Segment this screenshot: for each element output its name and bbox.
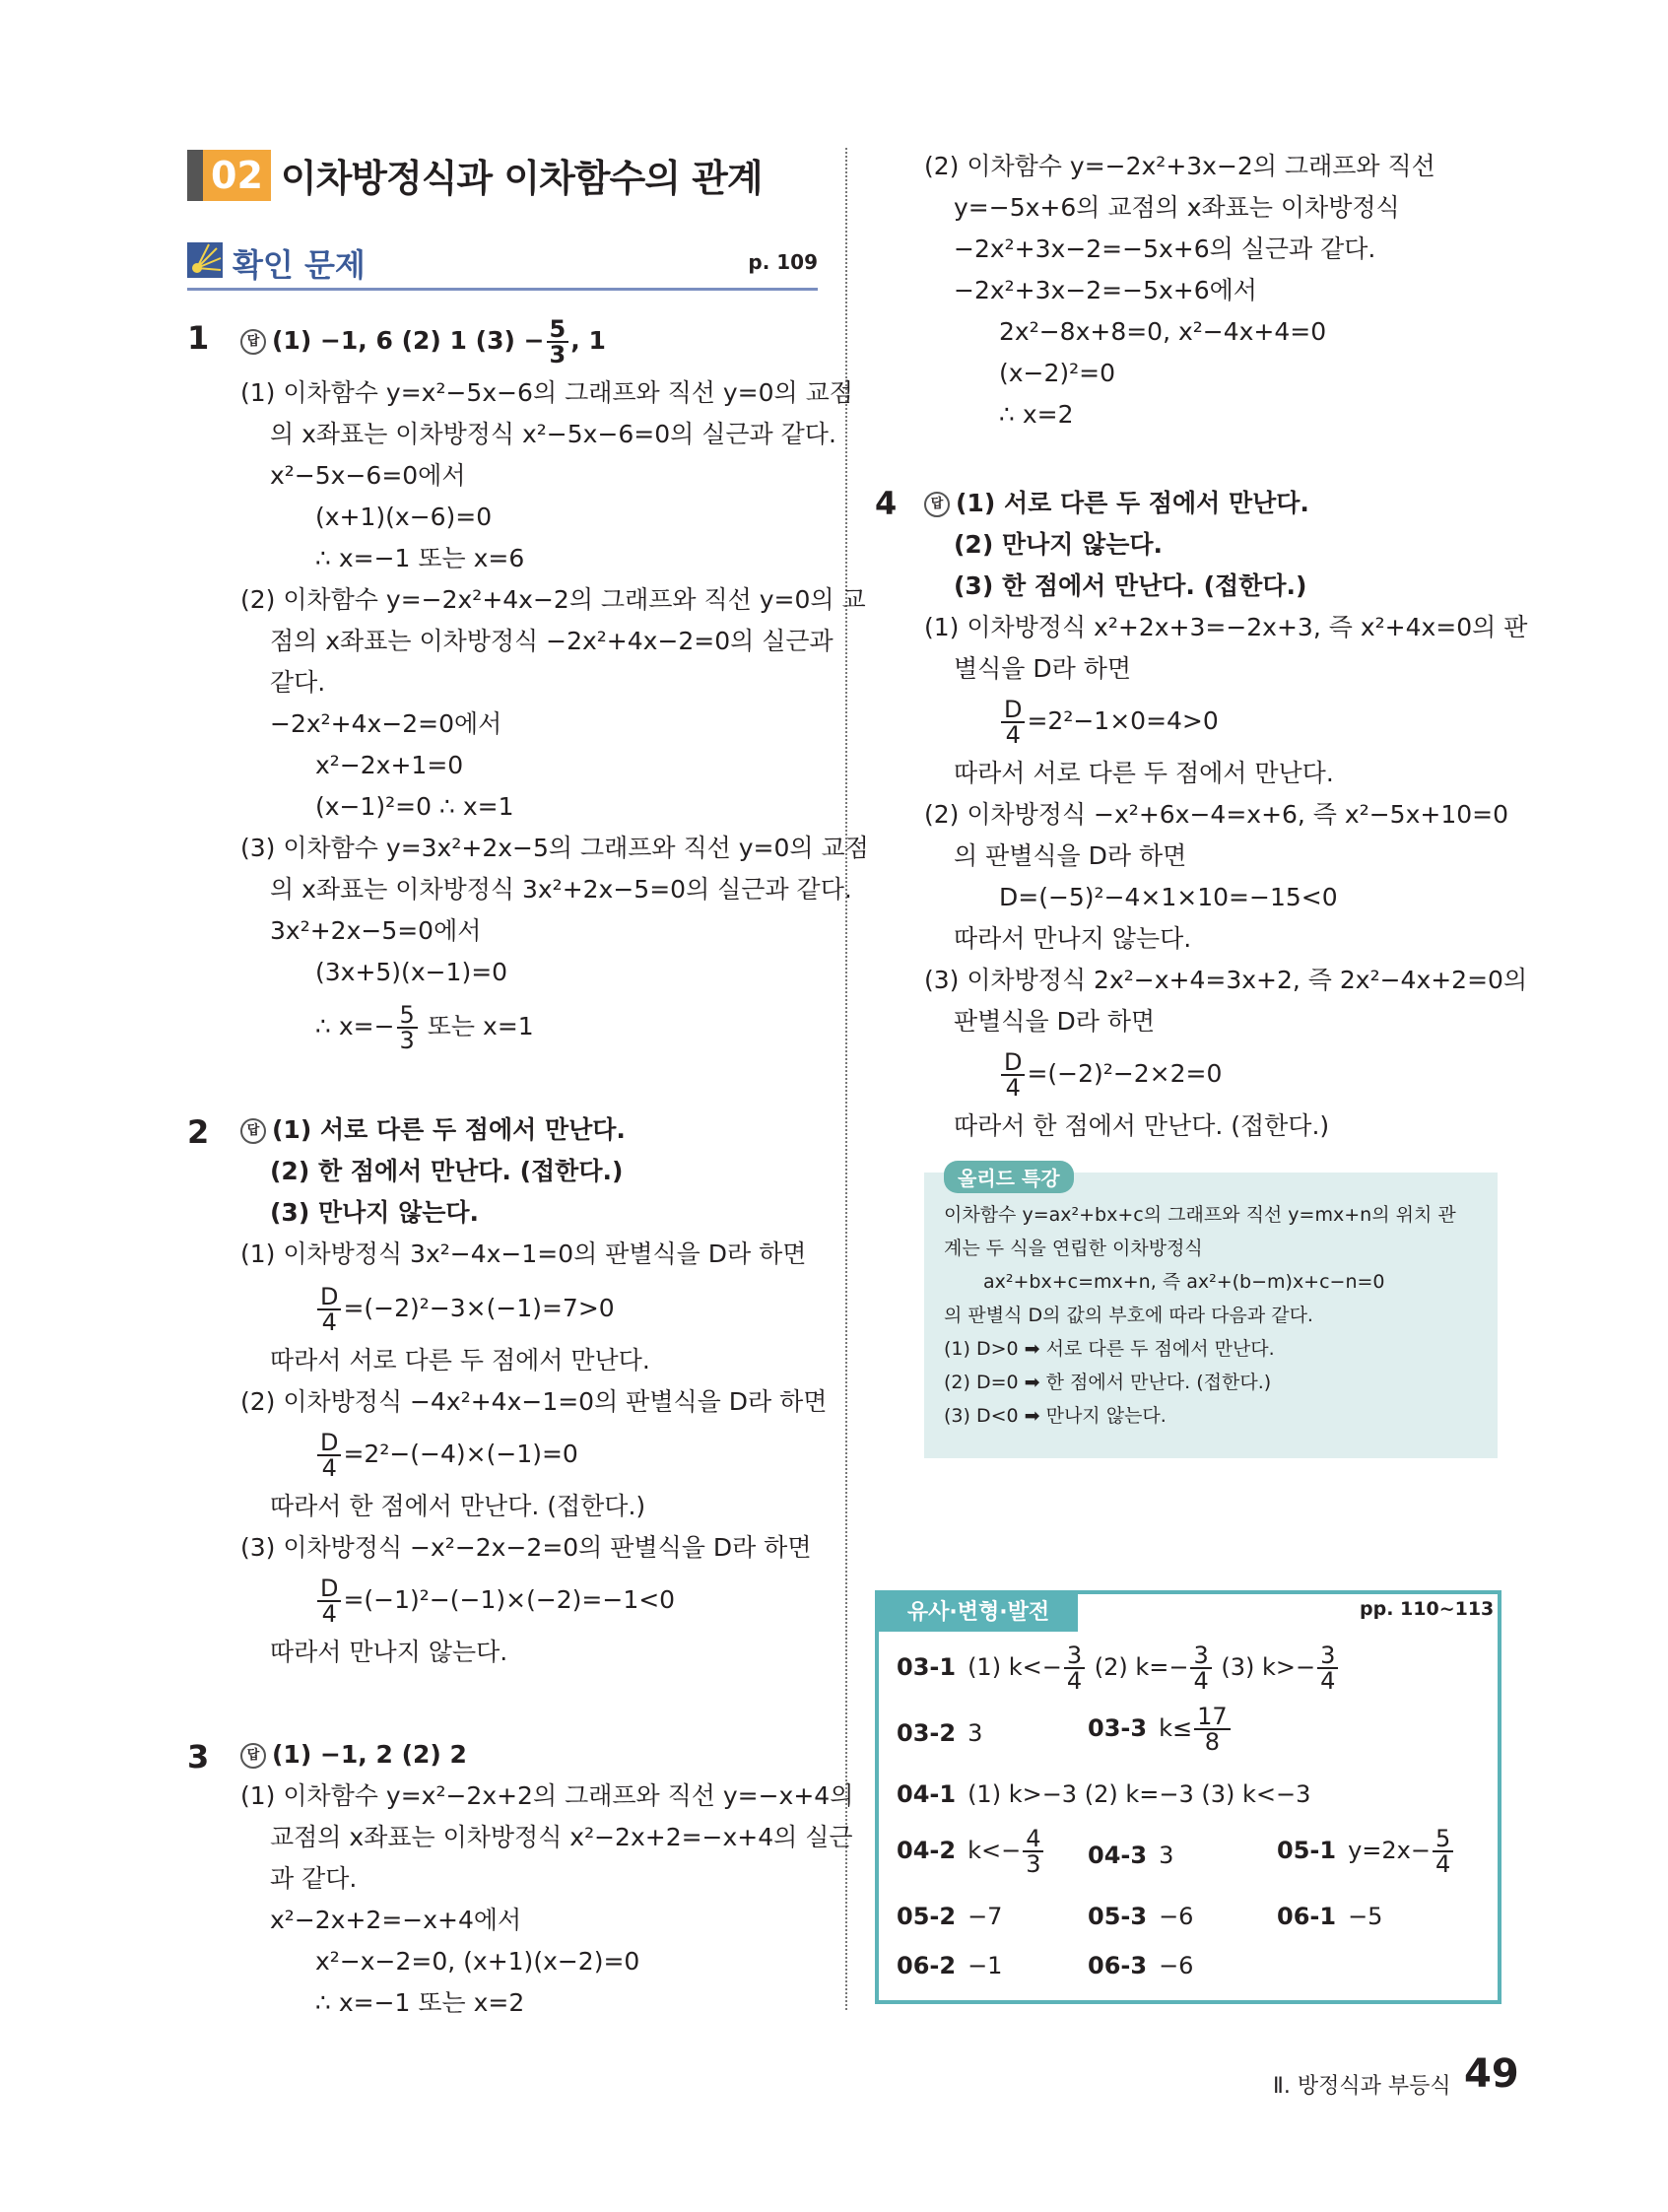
text-line: 의 판별식을 D라 하면: [954, 841, 1187, 870]
answer-mark-icon: 답: [240, 329, 266, 355]
page-number: 49: [1464, 2051, 1519, 2097]
result-item: 05-2 −7: [897, 1903, 1003, 1930]
fraction: $\frac{5}{3}$: [397, 1003, 418, 1052]
answer-line: (2) 만나지 않는다.: [954, 530, 1164, 559]
fraction: $\frac{D}{4}$: [317, 1285, 341, 1334]
fraction: $\frac{D}{4}$: [317, 1576, 341, 1626]
text-line: $\frac{D}{4}$ =2²−1×0=4>0: [999, 698, 1219, 747]
answer-line: (3) 한 점에서 만난다. (접한다.): [954, 571, 1307, 600]
text-line: (1) 이차방정식 3x²−4x−1=0의 판별식을 D라 하면: [240, 1240, 807, 1268]
chapter-label: Ⅱ. 방정식과 부등식: [1273, 2074, 1451, 2099]
text-line: $\frac{D}{4}$ =2²−(−4)×(−1)=0: [315, 1431, 578, 1480]
fraction: $\frac{3}{4}$: [1317, 1643, 1338, 1693]
tip-line: 의 판별식 D의 값의 부호에 따라 다음과 같다.: [944, 1305, 1313, 1326]
tip-line: (1) D>0 ➡ 서로 다른 두 점에서 만난다.: [944, 1338, 1275, 1360]
text-line: 따라서 한 점에서 만난다. (접한다.): [954, 1111, 1330, 1140]
text-line: 따라서 만나지 않는다.: [270, 1638, 508, 1666]
result-item: 03-1 (1) k<− $\frac{3}{4}$ (2) k=− $\frac{3}{4}$ (3) k>− $\frac{3}{4}$: [897, 1643, 1340, 1693]
answer-line: (3) 만나지 않는다.: [270, 1198, 480, 1227]
text-line: (x−1)²=0 ∴ x=1: [315, 792, 514, 821]
fraction: $\frac{17}{8}$: [1194, 1705, 1231, 1754]
text-line: 교점의 x좌표는 이차방정식 x²−2x+2=−x+4의 실근: [270, 1823, 853, 1851]
text-line: $\frac{D}{4}$ =(−2)²−3×(−1)=7>0: [315, 1285, 615, 1334]
result-item: 04-3 3: [1088, 1842, 1174, 1869]
text-line: 2x²−8x+8=0, x²−4x+4=0: [999, 317, 1327, 346]
text-line: 3x²+2x−5=0에서: [270, 916, 482, 945]
text-line: 별식을 D라 하면: [954, 654, 1132, 683]
fraction: $\frac{D}{4}$: [1001, 698, 1025, 747]
text-line: 따라서 만나지 않는다.: [954, 924, 1192, 953]
results-pages: pp. 110~113: [1360, 1598, 1495, 1620]
text-line: x²−x−2=0, (x+1)(x−2)=0: [315, 1947, 640, 1976]
text-line: ∴ x=−1 또는 x=6: [315, 544, 525, 572]
answer-mark-icon: 답: [240, 1118, 266, 1144]
result-item: 05-1 y=2x− $\frac{5}{4}$: [1277, 1827, 1455, 1876]
text-line: 판별식을 D라 하면: [954, 1007, 1156, 1036]
problem-number: 3: [187, 1738, 210, 1776]
text-line: (x−2)²=0: [999, 359, 1116, 387]
text-line: (3) 이차방정식 −x²−2x−2=0의 판별식을 D라 하면: [240, 1533, 812, 1562]
result-item: 04-2 k<− $\frac{4}{3}$: [897, 1827, 1045, 1876]
section-heading: 이차방정식과 이차함수의 관계: [280, 157, 763, 200]
answer-line: 답 (1) 서로 다른 두 점에서 만난다.: [240, 1113, 626, 1147]
result-item: 03-2 3: [897, 1719, 983, 1747]
problem-number: 1: [187, 319, 210, 357]
text-line: 의 x좌표는 이차방정식 x²−5x−6=0의 실근과 같다.: [270, 420, 836, 448]
subsection-title: 확인 문제: [233, 246, 366, 284]
fraction: $\frac{3}{4}$: [1064, 1643, 1085, 1693]
sunburst-icon: [187, 242, 223, 278]
text-line: 따라서 한 점에서 만난다. (접한다.): [270, 1492, 646, 1520]
results-header: 유사·변형·발전: [879, 1594, 1078, 1632]
text-line: D=(−5)²−4×1×10=−15<0: [999, 883, 1338, 911]
fraction: $\frac{3}{4}$: [1190, 1643, 1211, 1693]
result-item: 06-1 −5: [1277, 1903, 1383, 1930]
text-line: −2x²+4x−2=0에서: [270, 709, 502, 738]
text-line: (2) 이차함수 y=−2x²+3x−2의 그래프와 직선: [924, 152, 1435, 180]
answer-line: (2) 한 점에서 만난다. (접한다.): [270, 1157, 624, 1185]
section-number: 02: [187, 150, 271, 201]
text-line: (3) 이차방정식 2x²−x+4=3x+2, 즉 2x²−4x+2=0의: [924, 966, 1528, 994]
text-line: (1) 이차방정식 x²+2x+3=−2x+3, 즉 x²+4x=0의 판: [924, 613, 1528, 641]
result-item: 05-3 −6: [1088, 1903, 1194, 1930]
text-line: $\frac{D}{4}$ =(−2)²−2×2=0: [999, 1050, 1222, 1100]
text-line: (2) 이차함수 y=−2x²+4x−2의 그래프와 직선 y=0의 교: [240, 585, 866, 614]
answer-line: 답 (1) −1, 2 (2) 2: [240, 1738, 467, 1772]
result-item: 06-3 −6: [1088, 1952, 1194, 1979]
text-line: (3) 이차함수 y=3x²+2x−5의 그래프와 직선 y=0의 교점: [240, 834, 869, 862]
tip-line: 계는 두 식을 연립한 이차방정식: [944, 1238, 1203, 1259]
text-line: 따라서 서로 다른 두 점에서 만난다.: [270, 1346, 650, 1374]
text-line: ∴ x=−1 또는 x=2: [315, 1988, 525, 2017]
answer-line: 답 (1) 서로 다른 두 점에서 만난다.: [924, 487, 1309, 520]
text-line: (x+1)(x−6)=0: [315, 503, 493, 531]
answer-mark-icon: 답: [924, 492, 950, 517]
fraction: $\frac{5}{3}$: [547, 317, 569, 367]
fraction: $\frac{D}{4}$: [317, 1431, 341, 1480]
result-item: 04-1 (1) k>−3 (2) k=−3 (3) k<−3: [897, 1780, 1311, 1808]
answer-mark-icon: 답: [240, 1743, 266, 1769]
column-divider: [845, 148, 847, 2010]
fraction: $\frac{D}{4}$: [1001, 1050, 1025, 1100]
section-title: [187, 148, 763, 202]
fraction: $\frac{5}{4}$: [1433, 1827, 1453, 1876]
subsection-header: [187, 236, 818, 291]
text-line: 의 x좌표는 이차방정식 3x²+2x−5=0의 실근과 같다.: [270, 875, 852, 904]
text-line: ∴ x=2: [999, 400, 1074, 429]
text-line: y=−5x+6의 교점의 x좌표는 이차방정식: [954, 193, 1400, 222]
text-line: (1) 이차함수 y=x²−5x−6의 그래프와 직선 y=0의 교점: [240, 378, 853, 407]
text-line: (2) 이차방정식 −x²+6x−4=x+6, 즉 x²−5x+10=0: [924, 800, 1508, 829]
tip-line: ax²+bx+c=mx+n, 즉 ax²+(b−m)x+c−n=0: [983, 1271, 1385, 1293]
text-line: x²−2x+2=−x+4에서: [270, 1906, 522, 1934]
page-ref: p. 109: [748, 250, 818, 274]
text-line: (2) 이차방정식 −4x²+4x−1=0의 판별식을 D라 하면: [240, 1387, 828, 1416]
problem-number: 4: [875, 485, 898, 522]
text-line: x²−2x+1=0: [315, 751, 464, 779]
fraction: $\frac{4}{3}$: [1023, 1827, 1043, 1876]
tip-label: 올리드 특강: [944, 1161, 1074, 1193]
text-line: 점의 x좌표는 이차방정식 −2x²+4x−2=0의 실근과: [270, 627, 834, 655]
tip-line: 이차함수 y=ax²+bx+c의 그래프와 직선 y=mx+n의 위치 관: [944, 1204, 1456, 1226]
text-line: $\frac{D}{4}$ =(−1)²−(−1)×(−2)=−1<0: [315, 1576, 675, 1626]
text-line: ∴ x=− $\frac{5}{3}$ 또는 x=1: [315, 1001, 534, 1054]
text-line: (3x+5)(x−1)=0: [315, 958, 508, 986]
result-item: 03-3 k≤ $\frac{17}{8}$: [1088, 1705, 1233, 1754]
problem-number: 2: [187, 1113, 210, 1151]
tip-line: (3) D<0 ➡ 만나지 않는다.: [944, 1405, 1167, 1427]
text-line: 따라서 서로 다른 두 점에서 만난다.: [954, 759, 1334, 787]
text-line: −2x²+3x−2=−5x+6의 실근과 같다.: [954, 235, 1376, 263]
text-line: (1) 이차함수 y=x²−2x+2의 그래프와 직선 y=−x+4의: [240, 1781, 854, 1810]
tip-line: (2) D=0 ➡ 한 점에서 만난다. (접한다.): [944, 1372, 1272, 1393]
text-line: 같다.: [270, 668, 326, 697]
text-line: −2x²+3x−2=−5x+6에서: [954, 276, 1257, 304]
text-line: 과 같다.: [270, 1864, 358, 1893]
result-item: 06-2 −1: [897, 1952, 1003, 1979]
text-line: x²−5x−6=0에서: [270, 461, 466, 490]
answer-line: 답 (1) −1, 6 (2) 1 (3) − $\frac{5}{3}$ , 1: [240, 317, 606, 367]
